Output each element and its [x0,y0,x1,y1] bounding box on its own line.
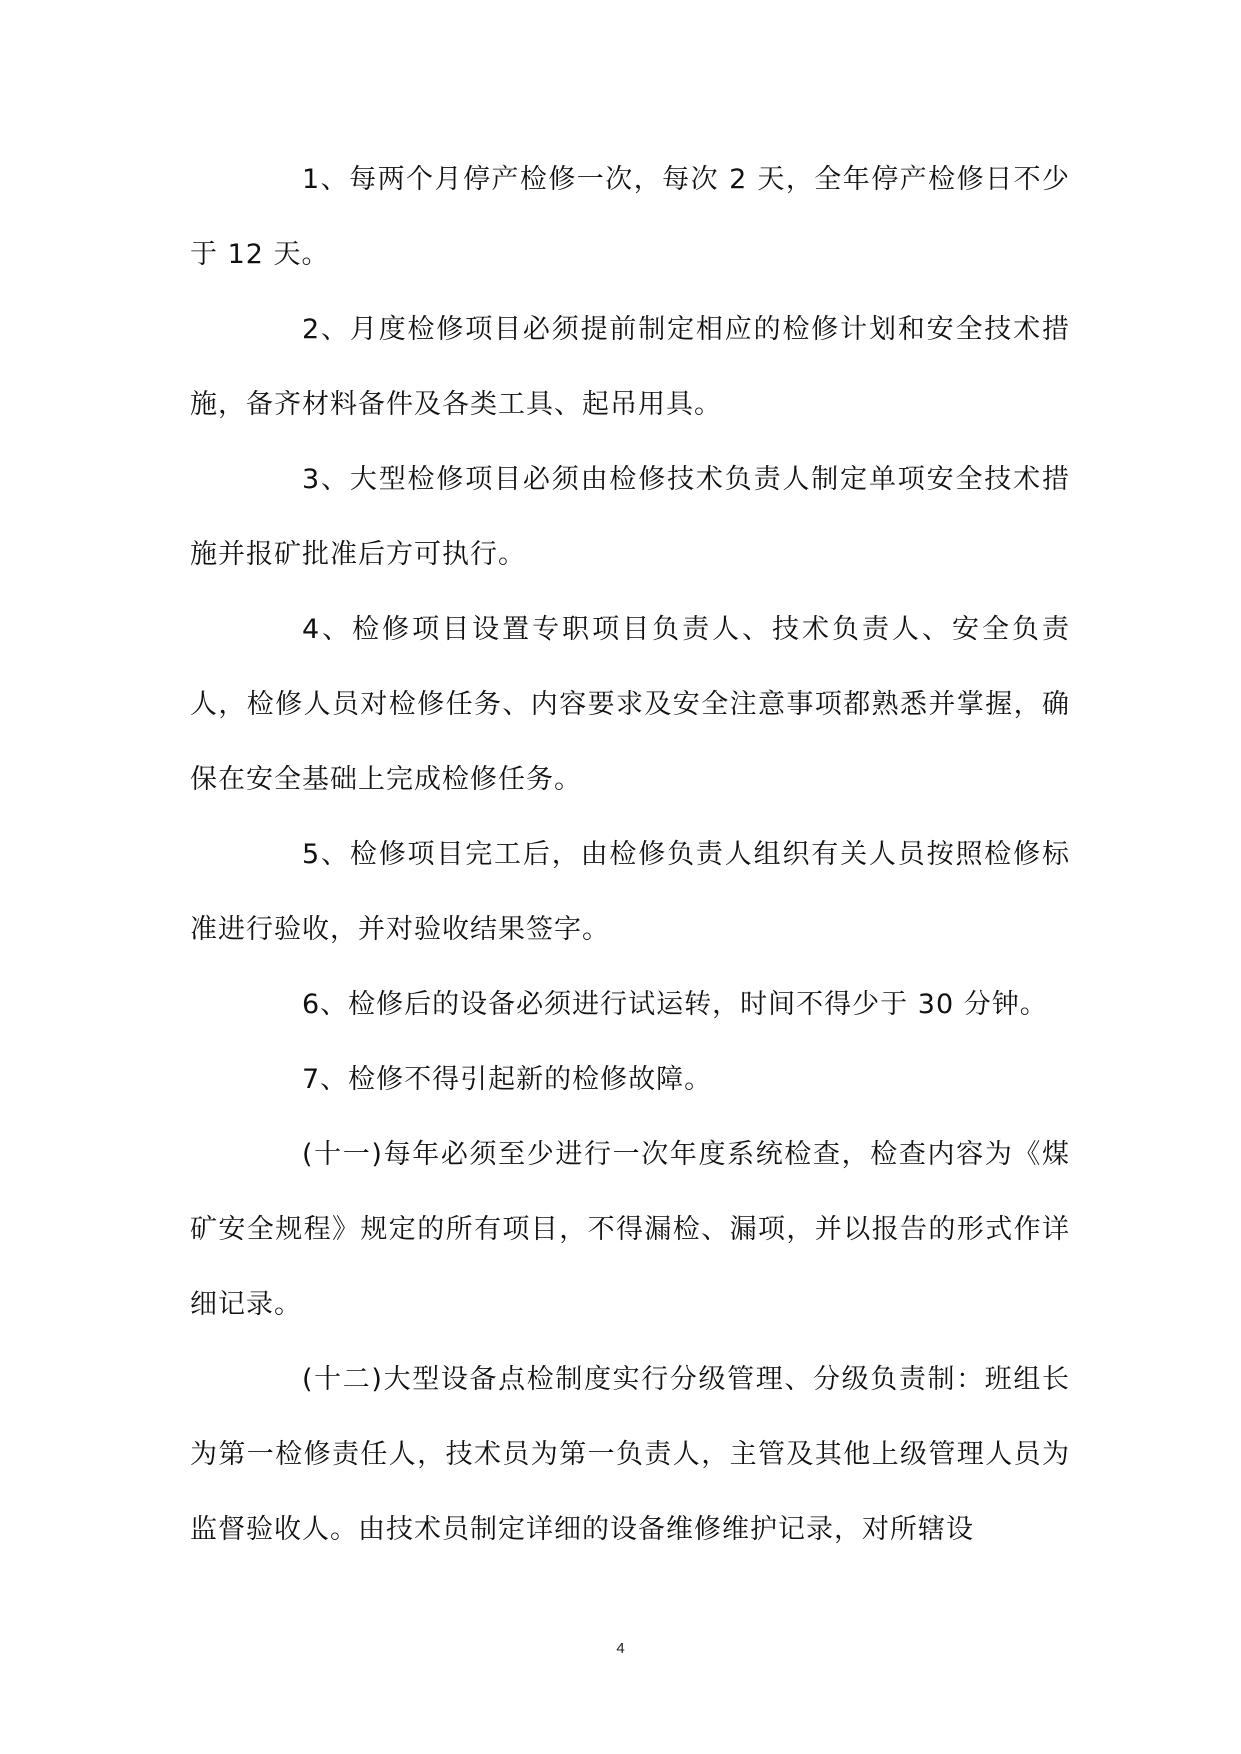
paragraph-4: 4、检修项目设置专职项目负责人、技术负责人、安全负责人，检修人员对检修任务、内容要求及安全注意事项都熟悉并掌握，确保在安全基础上完成检修任务。 [190,614,1070,795]
page-number: 4 [616,1640,625,1657]
paragraph-11: (十一)每年必须至少进行一次年度系统检查，检查内容为《煤矿安全规程》规定的所有项目，不得漏检、漏项，并以报告的形式作详细记录。 [190,1139,1070,1320]
paragraph-5: 5、检修项目完工后，由检修负责人组织有关人员按照检修标准进行验收，并对验收结果签字。 [190,839,1070,945]
paragraph-1: 1、每两个月停产检修一次，每次 2 天，全年停产检修日不少于 12 天。 [190,164,1070,270]
paragraph-12: (十二)大型设备点检制度实行分级管理、分级负责制：班组长为第一检修责任人，技术员为第一负责人，主管及其他上级管理人员为监督验收人。由技术员制定详细的设备维修维护记录，对所辖设 [190,1364,1070,1545]
document-body [190,142,1070,1567]
paragraph-3: 3、大型检修项目必须由检修技术负责人制定单项安全技术措施并报矿批准后方可执行。 [190,464,1070,570]
paragraph-2: 2、月度检修项目必须提前制定相应的检修计划和安全技术措施，备齐材料备件及各类工具、起吊用具。 [190,314,1070,420]
paragraph-7: 7、检修不得引起新的检修故障。 [302,1064,713,1095]
paragraph-6: 6、检修后的设备必须进行试运转，时间不得少于 30 分钟。 [302,989,1048,1020]
